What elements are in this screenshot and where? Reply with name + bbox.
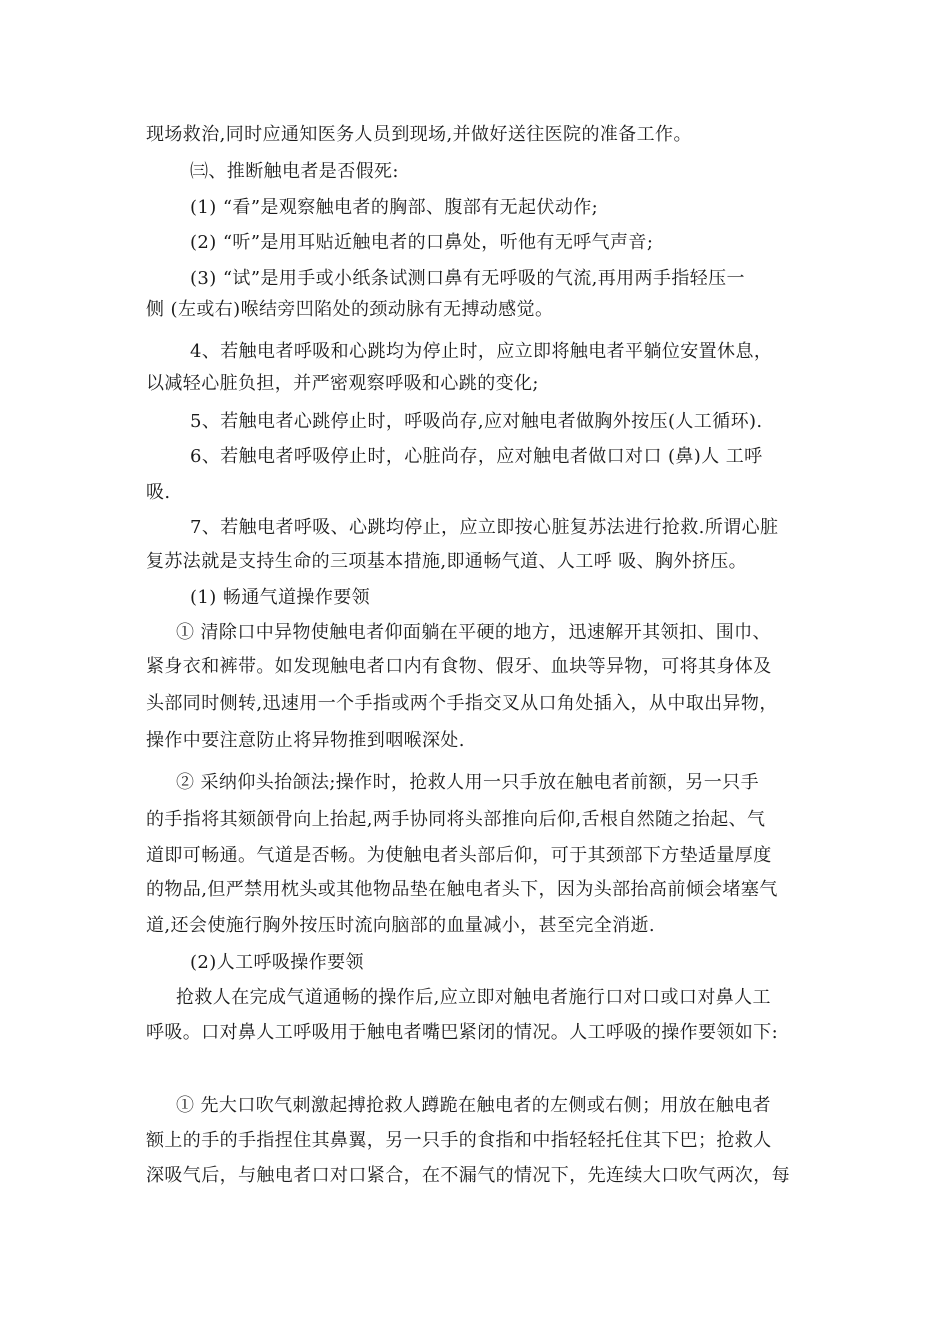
text-line: 道即可畅通。气道是否畅。为使触电者头部后仰，可于其颈部下方垫适量厚度 <box>146 845 772 866</box>
text-line: (1) 畅通气道操作要领 <box>190 587 371 608</box>
text-line: 道,还会使施行胸外按压时流向脑部的血量减小，甚至完全消逝. <box>146 915 656 936</box>
text-line: ① 清除口中异物使触电者仰面躺在平硬的地方，迅速解开其领扣、围巾、 <box>176 622 771 643</box>
text-line: 深吸气后，与触电者口对口紧合，在不漏气的情况下，先连续大口吹气两次，每 <box>146 1165 790 1186</box>
text-line: ㈢、推断触电者是否假死: <box>190 161 399 182</box>
text-line: (3) “试”是用手或小纸条试测口鼻有无呼吸的气流,再用两手指轻压一 <box>190 268 745 289</box>
text-line: 6、若触电者呼吸停止时，心脏尚存，应对触电者做口对口 (鼻)人 工呼 <box>190 446 763 467</box>
text-line: 复苏法就是支持生命的三项基本措施,即通畅气道、人工呼 吸、胸外挤压。 <box>146 551 748 572</box>
text-line: ① 先大口吹气刺激起搏抢救人蹲跪在触电者的左侧或右侧；用放在触电者 <box>176 1095 771 1116</box>
text-line: 侧 (左或右)喉结旁凹陷处的颈动脉有无搏动感觉。 <box>146 299 554 320</box>
text-line: 呼吸。口对鼻人工呼吸用于触电者嘴巴紧闭的情况。人工呼吸的操作要领如下: <box>146 1022 779 1043</box>
text-line: 的手指将其颏颌骨向上抬起,两手协同将头部推向后仰,舌根自然随之抬起、气 <box>146 809 766 830</box>
text-line: 5、若触电者心跳停止时，呼吸尚存,应对触电者做胸外按压(人工循环). <box>190 411 763 432</box>
text-line: 4、若触电者呼吸和心跳均为停止时，应立即将触电者平躺位安置休息， <box>190 341 773 362</box>
text-line: 额上的手的手指捏住其鼻翼，另一只手的食指和中指轻轻托住其下巴；抢救人 <box>146 1130 772 1151</box>
text-line: (2) “听”是用耳贴近触电者的口鼻处，听他有无呼气声音; <box>190 232 654 253</box>
text-line: 紧身衣和裤带。如发现触电者口内有食物、假牙、血块等异物，可将其身体及 <box>146 656 772 677</box>
text-line: ② 采纳仰头抬颌法;操作时，抢救人用一只手放在触电者前额，另一只手 <box>176 772 759 793</box>
text-line: (2)人工呼吸操作要领 <box>190 952 364 973</box>
text-line: 吸. <box>146 482 171 503</box>
text-line: 的物品,但严禁用枕头或其他物品垫在触电者头下，因为头部抬高前倾会堵塞气 <box>146 879 778 900</box>
text-line: 现场救治,同时应通知医务人员到现场,并做好送往医院的准备工作。 <box>146 124 692 145</box>
text-line: 操作中要注意防止将异物推到咽喉深处. <box>146 730 465 751</box>
text-line: 头部同时侧转,迅速用一个手指或两个手指交叉从口角处插入，从中取出异物， <box>146 693 778 714</box>
text-line: 以减轻心脏负担，并严密观察呼吸和心跳的变化; <box>146 373 539 394</box>
text-line: (1) “看”是观察触电者的胸部、腹部有无起伏动作; <box>190 197 599 218</box>
text-line: 7、若触电者呼吸、心跳均停止，应立即按心脏复苏法进行抢救.所谓心脏 <box>190 517 779 538</box>
text-line: 抢救人在完成气道通畅的操作后,应立即对触电者施行口对口或口对鼻人工 <box>176 987 771 1008</box>
